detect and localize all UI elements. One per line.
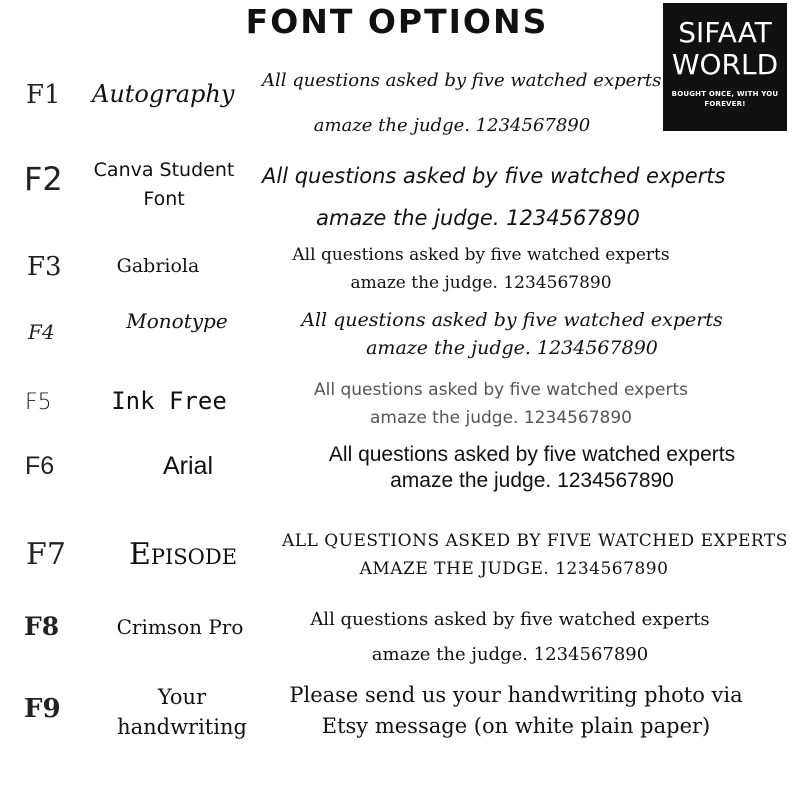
sample-line-2: Etsy message (on white plain paper): [321, 714, 711, 738]
font-name: Your handwriting: [117, 685, 247, 739]
option-code: F7: [26, 537, 66, 572]
font-sample: [293, 376, 709, 432]
font-sample: [295, 306, 729, 362]
sample-line-1: All questions asked by five watched experts: [262, 164, 726, 188]
sample-line-1: Please send us your handwriting photo via: [289, 683, 743, 707]
sample-line-1: ALL QUESTIONS ASKED BY FIVE WATCHED EXPERTS: [282, 531, 788, 551]
font-name: Gabriola: [116, 255, 200, 277]
option-code: F5: [25, 390, 52, 415]
option-code: F8: [24, 612, 60, 641]
font-name: Episode: [128, 537, 238, 572]
sample-line-2: amaze the judge. 1234567890: [390, 469, 674, 492]
font-sample: [285, 241, 677, 297]
logo-tagline-1: BOUGHT ONCE, WITH YOU: [671, 90, 779, 98]
sample-line-1: All questions asked by five watched experts: [328, 443, 736, 466]
option-code: F6: [25, 452, 55, 480]
option-code: F3: [27, 252, 62, 282]
sample-line-1: All questions asked by five watched experts: [262, 70, 662, 91]
sample-line-2: amaze the judge. 1234567890: [371, 644, 649, 665]
font-name: Crimson Pro: [116, 615, 244, 639]
sample-line-2: amaze the judge. 1234567890: [370, 408, 632, 428]
font-name: Ink Free: [111, 387, 227, 415]
sample-line-2: AMAZE THE JUDGE. 1234567890: [359, 559, 669, 579]
font-sample: [262, 58, 662, 148]
sample-line-2: amaze the judge. 1234567890: [316, 206, 640, 230]
font-sample: [292, 602, 728, 672]
sample-line-1: All questions asked by five watched experts: [314, 380, 688, 400]
logo-tagline-2: FOREVER!: [704, 100, 746, 108]
option-code: F9: [24, 694, 61, 724]
font-sample: [282, 527, 788, 583]
font-name: Autography: [92, 80, 235, 108]
option-code: F2: [24, 160, 63, 198]
brand-logo: [663, 3, 787, 131]
sample-line-2: amaze the judge. 1234567890: [313, 115, 591, 136]
font-sample: [262, 155, 726, 239]
logo-line-1: SIFAAT: [678, 16, 772, 49]
font-sample: [266, 680, 766, 742]
page-title: FONT OPTIONS: [245, 2, 549, 41]
option-code: F1: [26, 80, 61, 110]
sample-line-1: All questions asked by five watched experts: [292, 245, 670, 265]
sample-line-2: amaze the judge. 1234567890: [366, 337, 658, 359]
sample-line-1: All questions asked by five watched experts: [301, 309, 723, 331]
logo-tagline: [663, 89, 787, 109]
sample-line-2: amaze the judge. 1234567890: [350, 273, 612, 293]
font-name: Canva Student Font: [93, 159, 235, 210]
option-code: F4: [28, 320, 55, 344]
font-sample: [288, 442, 776, 494]
logo-line-2: WORLD: [671, 48, 779, 81]
sample-line-1: All questions asked by five watched experts: [310, 609, 710, 630]
font-name: Arial: [162, 452, 213, 480]
font-name: Monotype: [126, 309, 228, 333]
